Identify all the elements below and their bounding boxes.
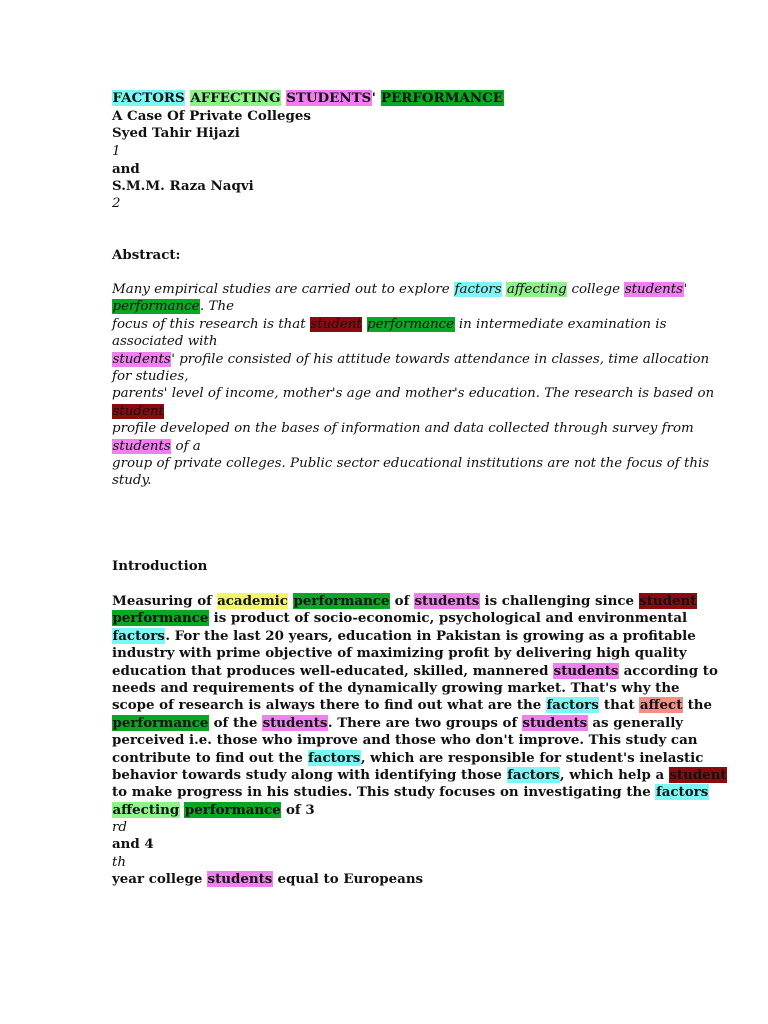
text-line <box>112 403 640 420</box>
text-run: perceived i.e. those who improve and those who don't improve. This study can <box>112 732 698 749</box>
text-run: for studies, <box>112 369 189 385</box>
highlighted-term: factors <box>655 784 709 801</box>
highlighted-term: student <box>112 403 164 419</box>
highlighted-term: affecting <box>112 801 180 818</box>
text-line <box>112 351 710 368</box>
text-line <box>112 680 680 697</box>
highlighted-term: students <box>522 714 588 731</box>
highlighted-term: PERFORMANCE <box>381 90 504 106</box>
text-run: Measuring of <box>112 593 217 609</box>
text-run: parents' level of income, mother's age and mother's education. The research is based on <box>112 386 715 402</box>
text-line <box>112 627 696 645</box>
highlighted-term: students <box>112 438 171 454</box>
text-run: . The <box>200 299 235 315</box>
text-line <box>112 420 694 437</box>
highlighted-term: factors <box>546 697 599 714</box>
text-run: industry with prime objective of maximizing profit by delivering high quality <box>112 645 687 662</box>
title-line <box>112 90 640 107</box>
text-line <box>112 610 688 627</box>
highlighted-term: affect <box>639 697 683 714</box>
highlighted-term: students <box>262 714 328 731</box>
last-line <box>112 871 640 888</box>
text-line <box>112 732 698 749</box>
highlighted-term: students <box>414 593 480 609</box>
and-4-text: and 4 <box>112 836 154 852</box>
text-run: as generally <box>587 714 684 731</box>
highlighted-term: factors <box>112 627 165 644</box>
introduction-last-line <box>112 871 640 888</box>
text-run: scope of research is always there to find out what are the <box>112 697 546 714</box>
text-run: study. <box>112 473 152 489</box>
text-run: equal to Europeans <box>272 871 424 887</box>
author-conjunction: and <box>112 161 140 177</box>
text-run: behavior towards study along with identifying those <box>112 767 507 784</box>
text-run: needs and requirements of the dynamically growing market. That's why the <box>112 680 680 697</box>
highlighted-term: performance <box>293 593 390 609</box>
highlighted-term: student <box>639 593 697 609</box>
text-line <box>112 368 640 385</box>
text-line <box>112 714 684 732</box>
text-run: ' <box>683 282 688 297</box>
highlighted-term: factors <box>507 767 560 784</box>
highlighted-term: AFFECTING <box>190 90 281 106</box>
text-line <box>112 472 640 489</box>
highlighted-term: STUDENTS <box>286 90 372 106</box>
author-1-affiliation-mark: 1 <box>112 144 121 159</box>
highlighted-term: students <box>553 662 619 679</box>
text-line <box>112 767 727 784</box>
text-run: profile developed on the bases of information and data collected through survey from <box>112 421 694 437</box>
text-line <box>112 385 715 402</box>
ordinal-superscript-rd: rd <box>112 820 127 835</box>
abstract-heading: Abstract: <box>112 247 181 263</box>
text-run: according to <box>618 662 718 679</box>
paper-title <box>112 90 640 107</box>
highlighted-term: students <box>624 282 684 297</box>
text-run: ' <box>371 90 381 106</box>
text-run: focus of this research is that <box>112 316 310 332</box>
ordinal-superscript-th: th <box>112 855 127 870</box>
text-run: , which are responsible for student's inelastic <box>360 749 704 766</box>
highlighted-term: students <box>207 871 273 887</box>
text-line <box>112 298 640 315</box>
text-line <box>112 662 718 680</box>
text-run: of 3 <box>281 801 315 818</box>
text-run: the <box>682 697 713 714</box>
text-run: of a <box>171 438 201 454</box>
text-line <box>112 645 687 662</box>
abstract-body <box>112 281 715 490</box>
text-run: education that produces well-educated, skilled, mannered <box>112 662 554 679</box>
highlighted-term: student <box>669 767 727 784</box>
text-line <box>112 802 640 819</box>
text-line <box>112 438 640 455</box>
text-run: to make progress in his studies. This study focuses on investigating the <box>112 784 656 801</box>
text-run: in intermediate examination is <box>454 316 667 332</box>
author-1: Syed Tahir Hijazi <box>112 125 240 141</box>
text-run: associated with <box>112 334 218 350</box>
text-run: group of private colleges. Public sector educational institutions are not the focus of this <box>112 456 710 472</box>
text-line <box>112 333 640 350</box>
highlighted-term: performance <box>112 610 209 627</box>
text-line <box>112 784 709 801</box>
highlighted-term: performance <box>112 714 209 731</box>
text-run: . For the last 20 years, education in Pakistan is growing as a profitable <box>165 627 696 644</box>
text-run: is product of socio-economic, psychological and environmental <box>208 610 688 627</box>
text-run <box>362 317 366 332</box>
text-line <box>112 455 710 472</box>
highlighted-term: factors <box>454 282 502 297</box>
text-run: of the <box>208 714 263 731</box>
text-run: ' profile consisted of his attitude towards attendance in classes, time allocation <box>171 351 710 367</box>
text-run: contribute to find out the <box>112 749 308 766</box>
text-line <box>112 749 704 767</box>
highlighted-term: FACTORS <box>112 90 185 106</box>
introduction-body <box>112 593 727 819</box>
highlighted-term: academic <box>217 593 288 609</box>
text-run: is challenging since <box>479 593 639 609</box>
highlighted-term: performance <box>112 299 200 315</box>
highlighted-term: performance <box>184 801 281 818</box>
highlighted-term: students <box>112 351 171 367</box>
text-line <box>112 281 688 298</box>
text-line <box>112 593 697 610</box>
highlighted-term: factors <box>308 749 361 766</box>
text-run: that <box>599 697 640 714</box>
text-line <box>112 697 713 714</box>
highlighted-term: affecting <box>506 282 567 297</box>
text-run: Many empirical studies are carried out to explore <box>112 282 454 297</box>
paper-subtitle: A Case Of Private Colleges <box>112 108 311 124</box>
highlighted-term: student <box>310 316 362 332</box>
highlighted-term: performance <box>367 316 455 332</box>
text-run: , which help a <box>559 767 669 784</box>
text-line <box>112 316 667 333</box>
author-2: S.M.M. Raza Naqvi <box>112 178 254 194</box>
introduction-heading: Introduction <box>112 558 208 574</box>
text-run: college <box>567 282 625 297</box>
text-run: of <box>390 593 415 609</box>
text-run: . There are two groups of <box>327 714 522 731</box>
author-2-affiliation-mark: 2 <box>112 196 121 211</box>
text-run: year college <box>112 871 208 887</box>
